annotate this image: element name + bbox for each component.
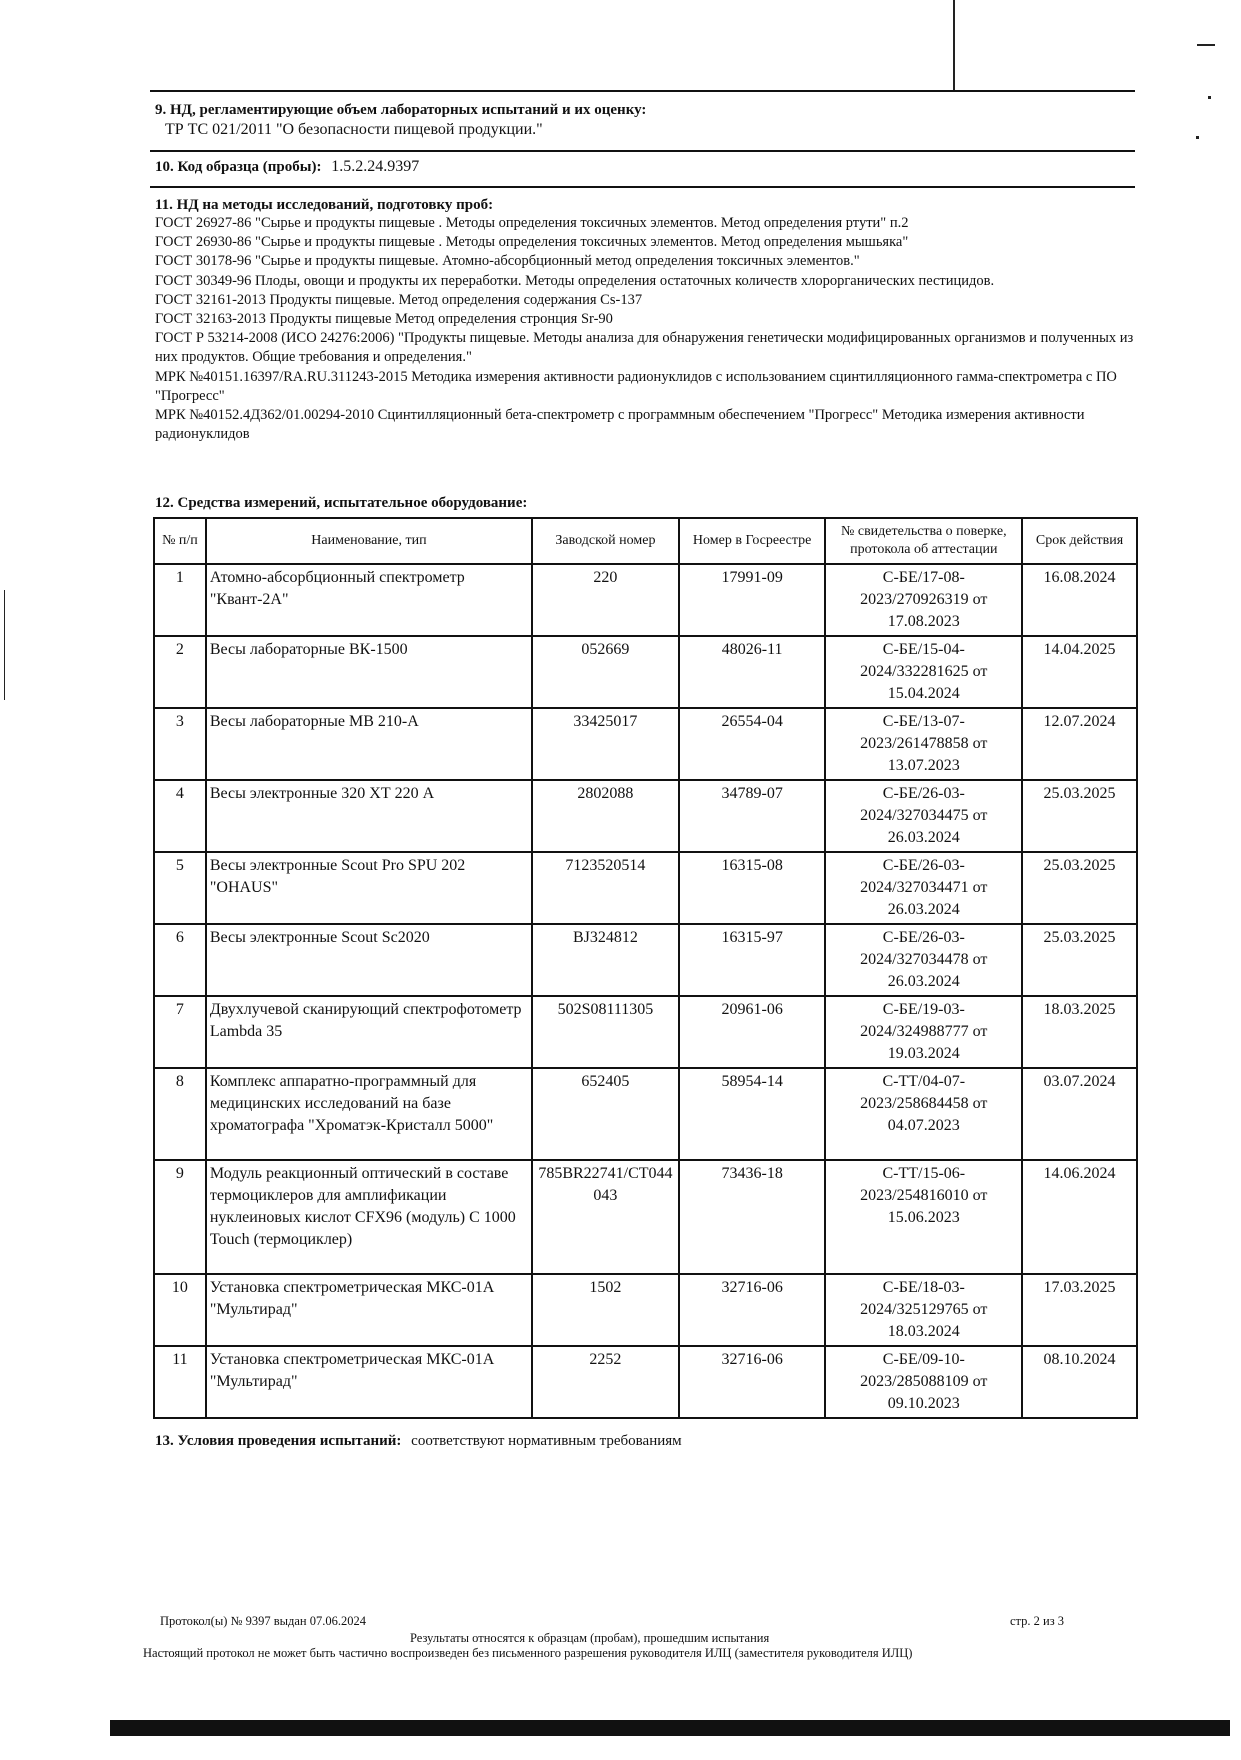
cell-number: 2 — [154, 636, 206, 708]
cell-serial: 220 — [532, 564, 679, 636]
cell-registry: 73436-18 — [679, 1160, 826, 1274]
footer-note-results: Результаты относятся к образцам (пробам), прошедшим испытания — [410, 1631, 770, 1645]
section-9-heading: 9. НД, регламентирующие объем лабораторных испытаний и их оценку: — [155, 102, 647, 118]
scan-mark-dot — [1208, 96, 1211, 99]
cell-number: 5 — [154, 852, 206, 924]
cell-number: 11 — [154, 1346, 206, 1418]
col-header-number: № п/п — [154, 518, 206, 564]
cell-certificate: С-БЕ/26-03-2024/327034471 от 26.03.2024 — [825, 852, 1022, 924]
cell-certificate: С-ТТ/15-06-2023/254816010 от 15.06.2023 — [825, 1160, 1022, 1274]
table-row — [154, 924, 1137, 996]
scan-mark-dot — [1196, 136, 1199, 139]
section-9-value: ТР ТС 021/2011 "О безопасности пищевой продукции." — [165, 121, 543, 138]
cell-registry: 34789-07 — [679, 780, 826, 852]
cell-number: 1 — [154, 564, 206, 636]
scan-line-vertical — [953, 0, 955, 90]
section-11-heading: 11. НД на методы исследований, подготовку проб: — [155, 197, 494, 213]
footer-page-number: стр. 2 из 3 — [1010, 1614, 1065, 1628]
cell-serial: 7123520514 — [532, 852, 679, 924]
cell-name: Атомно-абсорбционный спектрометр "Квант-2А" — [206, 564, 532, 636]
cell-serial: 2252 — [532, 1346, 679, 1418]
methods-list — [155, 214, 1145, 444]
section-10-heading: 10. Код образца (пробы): — [155, 159, 322, 175]
cell-number: 4 — [154, 780, 206, 852]
cell-validity: 17.03.2025 — [1022, 1274, 1137, 1346]
section-13-value: соответствуют нормативным требованиям — [411, 1433, 682, 1449]
cell-serial: 1502 — [532, 1274, 679, 1346]
col-header-certificate: № свидетельства о поверке, протокола об аттестации — [825, 518, 1022, 564]
cell-number: 9 — [154, 1160, 206, 1274]
cell-registry: 48026-11 — [679, 636, 826, 708]
cell-serial: BJ324812 — [532, 924, 679, 996]
cell-registry: 58954-14 — [679, 1068, 826, 1160]
cell-serial: 2802088 — [532, 780, 679, 852]
cell-serial: 652405 — [532, 1068, 679, 1160]
method-item: ГОСТ 30178-96 "Сырье и продукты пищевые. Атомно-абсорбционный метод определения токсичных элементов." — [155, 253, 860, 270]
method-item: ГОСТ 30349-96 Плоды, овощи и продукты их переработки. Методы определения остаточных количеств хлорорганических пестицидов. — [155, 272, 995, 289]
cell-validity: 14.04.2025 — [1022, 636, 1137, 708]
cell-registry: 16315-08 — [679, 852, 826, 924]
cell-name: Весы лабораторные МВ 210-А — [206, 708, 532, 780]
cell-certificate: С-БЕ/15-04-2024/332281625 от 15.04.2024 — [825, 636, 1022, 708]
cell-name: Весы электронные 320 ХТ 220 А — [206, 780, 532, 852]
table-row — [154, 1160, 1137, 1274]
cell-number: 8 — [154, 1068, 206, 1160]
cell-validity: 14.06.2024 — [1022, 1160, 1137, 1274]
cell-registry: 32716-06 — [679, 1346, 826, 1418]
method-item: МРК №40152.4Д362/01.00294-2010 Сцинтилляционный бета-спектрометр с программным обеспечением "Прогресс" Методика измерения активности радионуклидов — [155, 407, 1085, 443]
cell-registry: 20961-06 — [679, 996, 826, 1068]
rule-after-sec9 — [150, 150, 1135, 152]
cell-name: Весы лабораторные ВК-1500 — [206, 636, 532, 708]
section-12-heading: 12. Средства измерений, испытательное оборудование: — [155, 495, 528, 511]
cell-validity: 25.03.2025 — [1022, 780, 1137, 852]
section-12-heading-wrap — [155, 494, 1135, 513]
table-row — [154, 996, 1137, 1068]
section-11-heading-wrap — [155, 196, 1135, 215]
cell-validity: 25.03.2025 — [1022, 924, 1137, 996]
cell-certificate: С-БЕ/18-03-2024/325129765 от 18.03.2024 — [825, 1274, 1022, 1346]
cell-registry: 26554-04 — [679, 708, 826, 780]
scan-bottom-bar — [110, 1720, 1230, 1736]
cell-name: Модуль реакционный оптический в составе термоциклеров для амплификации нуклеиновых кислот CFX96 (модуль) С 1000 Touch (термоциклер) — [206, 1160, 532, 1274]
cell-certificate: С-БЕ/19-03-2024/324988777 от 19.03.2024 — [825, 996, 1022, 1068]
col-header-validity: Срок действия — [1022, 518, 1137, 564]
cell-name: Двухлучевой сканирующий спектрофотометр Lambda 35 — [206, 996, 532, 1068]
footer-protocol: Протокол(ы) № 9397 выдан 07.06.2024 — [160, 1614, 366, 1628]
cell-registry: 32716-06 — [679, 1274, 826, 1346]
scan-line-left — [4, 590, 5, 700]
table-row — [154, 708, 1137, 780]
top-rule — [150, 90, 1135, 92]
sample-code: 1.5.2.24.9397 — [331, 158, 420, 175]
cell-number: 6 — [154, 924, 206, 996]
cell-certificate: С-ТТ/04-07-2023/258684458 от 04.07.2023 — [825, 1068, 1022, 1160]
cell-number: 7 — [154, 996, 206, 1068]
method-item: ГОСТ 26927-86 "Сырье и продукты пищевые . Методы определения токсичных элементов. Метод определения ртути" п.2 — [155, 215, 909, 231]
cell-registry: 17991-09 — [679, 564, 826, 636]
footer-note-copyright: Настоящий протокол не может быть частично воспроизведен без письменного разрешения руководителя ИЛЦ (заместителя руководителя ИЛЦ) — [143, 1646, 913, 1660]
table-row — [154, 636, 1137, 708]
cell-serial: 785BR22741/CT044043 — [532, 1160, 679, 1274]
rule-after-sec10 — [150, 186, 1135, 188]
cell-certificate: С-БЕ/17-08-2023/270926319 от 17.08.2023 — [825, 564, 1022, 636]
table-row — [154, 564, 1137, 636]
cell-certificate: С-БЕ/13-07-2023/261478858 от 13.07.2023 — [825, 708, 1022, 780]
section-13 — [155, 1432, 1135, 1451]
method-item: ГОСТ 32161-2013 Продукты пищевые. Метод определения содержания Cs-137 — [155, 291, 643, 308]
scan-mark-top-right — [1197, 44, 1215, 46]
cell-registry: 16315-97 — [679, 924, 826, 996]
cell-number: 3 — [154, 708, 206, 780]
cell-certificate: С-БЕ/26-03-2024/327034475 от 26.03.2024 — [825, 780, 1022, 852]
cell-serial: 33425017 — [532, 708, 679, 780]
col-header-name: Наименование, тип — [206, 518, 532, 564]
col-header-registry: Номер в Госреестре — [679, 518, 826, 564]
table-row — [154, 1346, 1137, 1418]
method-item: ГОСТ 26930-86 "Сырье и продукты пищевые . Методы определения токсичных элементов. Метод определения мышьяка" — [155, 234, 909, 251]
cell-name: Установка спектрометрическая МКС-01А "Мультирад" — [206, 1346, 532, 1418]
section-10 — [155, 157, 1135, 177]
cell-number: 10 — [154, 1274, 206, 1346]
equipment-table — [153, 517, 1138, 1419]
cell-validity: 18.03.2025 — [1022, 996, 1137, 1068]
cell-certificate: С-БЕ/26-03-2024/327034478 от 26.03.2024 — [825, 924, 1022, 996]
table-row — [154, 1068, 1137, 1160]
table-row — [154, 1274, 1137, 1346]
cell-serial: 052669 — [532, 636, 679, 708]
cell-serial: 502S08111305 — [532, 996, 679, 1068]
cell-name: Весы электронные Scout Sc2020 — [206, 924, 532, 996]
cell-validity: 08.10.2024 — [1022, 1346, 1137, 1418]
cell-name: Весы электронные Scout Pro SPU 202 "OHAUS" — [206, 852, 532, 924]
col-header-serial: Заводской номер — [532, 518, 679, 564]
table-row — [154, 852, 1137, 924]
method-item: ГОСТ 32163-2013 Продукты пищевые Метод определения стронция Sr-90 — [155, 311, 613, 328]
cell-validity: 12.07.2024 — [1022, 708, 1137, 780]
method-item: МРК №40151.16397/RA.RU.311243-2015 Методика измерения активности радионуклидов с использованием сцинтилляционного гамма-спектрометра с ПО "Прогресс" — [155, 368, 1117, 404]
cell-validity: 25.03.2025 — [1022, 852, 1137, 924]
cell-validity: 03.07.2024 — [1022, 1068, 1137, 1160]
cell-name: Комплекс аппаратно-программный для медицинских исследований на базе хроматографа "Хроматэк-Кристалл 5000" — [206, 1068, 532, 1160]
cell-validity: 16.08.2024 — [1022, 564, 1137, 636]
section-9 — [155, 101, 1135, 139]
table-header-row — [154, 518, 1137, 564]
table-row — [154, 780, 1137, 852]
method-item: ГОСТ Р 53214-2008 (ИСО 24276:2006) "Продукты пищевые. Методы анализа для обнаружения генетически модифицированных организмов и полученных из них продуктов. Общие требования и определения." — [155, 330, 1134, 366]
cell-name: Установка спектрометрическая МКС-01А "Мультирад" — [206, 1274, 532, 1346]
section-13-heading: 13. Условия проведения испытаний: — [155, 1433, 402, 1449]
cell-certificate: С-БЕ/09-10-2023/285088109 от 09.10.2023 — [825, 1346, 1022, 1418]
